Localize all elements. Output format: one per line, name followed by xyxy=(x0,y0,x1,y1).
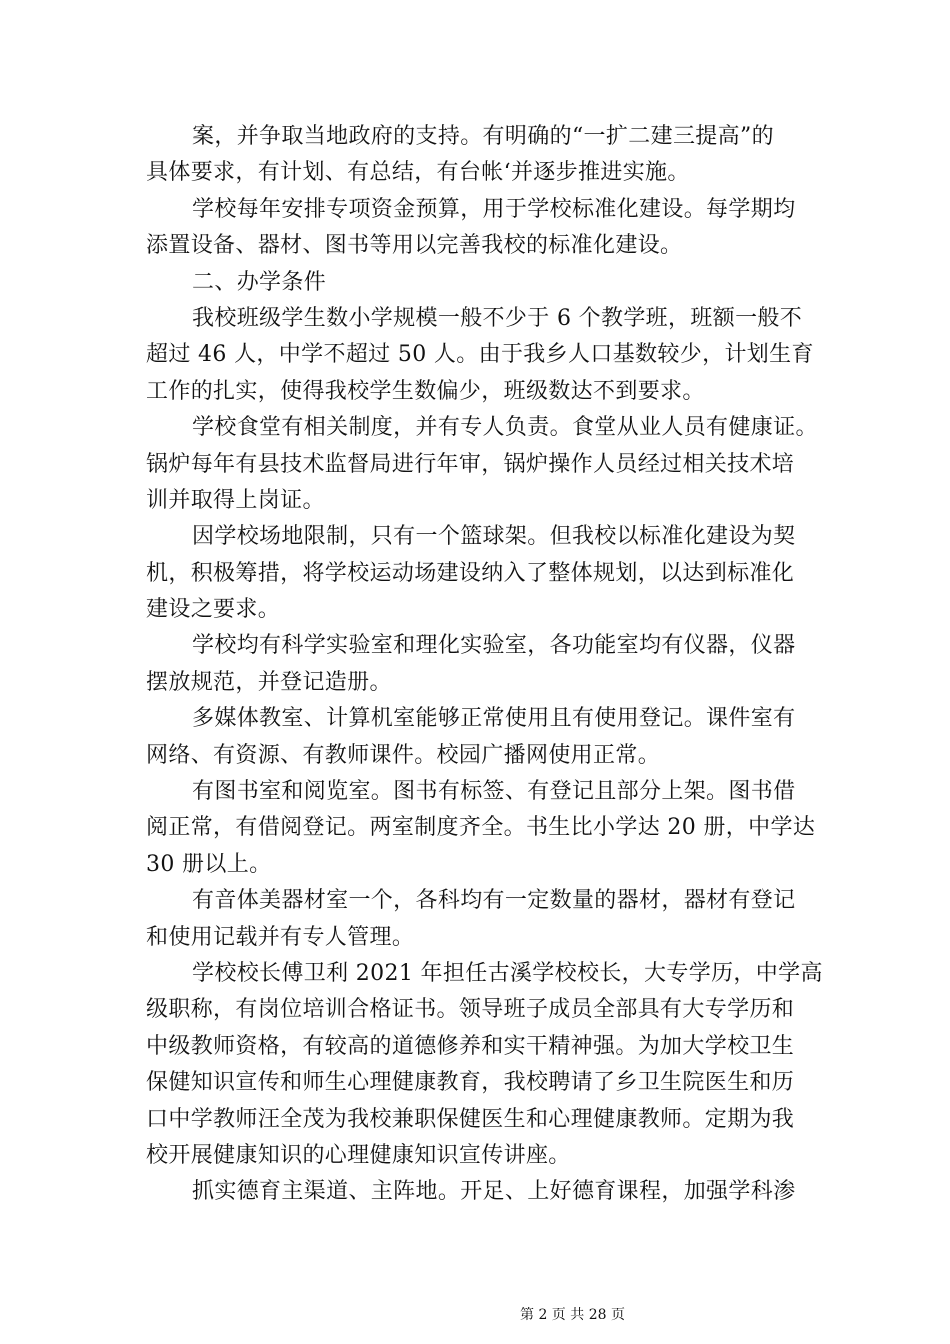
text-line: 阅正常，有借阅登记。两室制度齐全。书生比小学达 20 册，中学达 xyxy=(146,815,816,841)
text-line: 和使用记载并有专人管理。 xyxy=(146,924,415,950)
text-line: 我校班级学生数小学规模一般不少于 6 个教学班，班额一般不 xyxy=(192,305,803,331)
text-line: 学校食堂有相关制度，并有专人负责。食堂从业人员有健康证。 xyxy=(192,415,818,441)
body-text xyxy=(146,119,823,1211)
text-line: 锅炉每年有县技术监督局进行年审，锅炉操作人员经过相关技术培 xyxy=(146,451,795,477)
text-line: 有音体美器材室一个，各科均有一定数量的器材，器材有登记 xyxy=(192,888,796,914)
text-line: 二、办学条件 xyxy=(192,269,327,295)
text-line: 级职称，有岗位培训合格证书。领导班子成员全部具有大专学历和 xyxy=(146,997,795,1023)
text-line: 学校校长傅卫利 2021 年担任古溪学校校长，大专学历，中学高 xyxy=(192,960,823,986)
text-line: 有图书室和阅览室。图书有标签、有登记且部分上架。图书借 xyxy=(192,779,796,805)
text-line: 案，并争取当地政府的支持。有明确的“一扩二建三提高”的 xyxy=(192,124,774,149)
text-line: 学校均有科学实验室和理化实验室，各功能室均有仪器，仪器 xyxy=(192,633,796,659)
text-line: 摆放规范，并登记造册。 xyxy=(146,669,392,695)
text-line: 中级教师资格，有较高的道德修养和实干精神强。为加大学校卫生 xyxy=(146,1033,795,1059)
text-line: 网络、有资源、有教师课件。校园广播网使用正常。 xyxy=(146,742,661,768)
text-line: 建设之要求。 xyxy=(146,597,281,623)
page-footer: 第 2 页 共 28 页 xyxy=(520,1307,625,1323)
text-line: 抓实德育主渠道、主阵地。开足、上好德育课程，加强学科渗 xyxy=(192,1179,796,1205)
text-line: 30 册以上。 xyxy=(146,851,272,877)
text-line: 口中学教师汪全茂为我校兼职保健医生和心理健康教师。定期为我 xyxy=(146,1106,795,1132)
text-line: 添置设备、器材、图书等用以完善我校的标准化建设。 xyxy=(146,233,683,259)
text-line: 校开展健康知识的心理健康知识宣传讲座。 xyxy=(146,1142,571,1168)
text-line: 具体要求，有计划、有总结，有台帐‘并逐步推进实施。 xyxy=(146,160,690,186)
text-line: 学校每年安排专项资金预算，用于学校标准化建设。每学期均 xyxy=(192,196,796,222)
text-line: 超过 46 人，中学不超过 50 人。由于我乡人口基数较少，计划生育 xyxy=(146,342,814,368)
text-line: 训并取得上岗证。 xyxy=(146,487,325,513)
text-line: 机，积极筹措，将学校运动场建设纳入了整体规划，以达到标准化 xyxy=(146,560,795,586)
text-line: 保健知识宣传和师生心理健康教育，我校聘请了乡卫生院医生和历 xyxy=(146,1070,795,1096)
text-line: 多媒体教室、计算机室能够正常使用且有使用登记。课件室有 xyxy=(192,706,796,732)
text-line: 工作的扎实，使得我校学生数偏少，班级数达不到要求。 xyxy=(146,378,705,404)
text-line: 因学校场地限制，只有一个篮球架。但我校以标准化建设为契 xyxy=(192,524,796,550)
